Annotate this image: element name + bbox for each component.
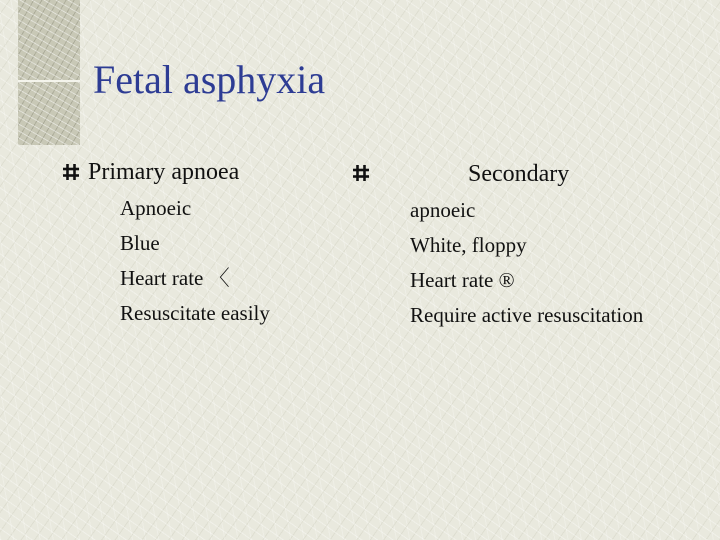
slide-title: Fetal asphyxia (93, 57, 326, 102)
decorative-texture-block (18, 0, 80, 145)
left-list-item: Heart rate 〈 (120, 266, 230, 290)
right-list-item: White, floppy (410, 233, 527, 257)
right-list-item: apnoeic (410, 198, 476, 222)
right-column-heading: Secondary (468, 161, 570, 187)
decorative-divider-line (18, 80, 80, 82)
left-list-item: Blue (120, 231, 160, 255)
right-list-item: Heart rate ® (410, 268, 515, 292)
hash-bullet-icon (62, 163, 80, 181)
left-list-item: Apnoeic (120, 196, 192, 220)
left-list-item: Resuscitate easily (120, 301, 270, 325)
hash-bullet-icon (352, 164, 370, 182)
right-list-item: Require active resuscitation (410, 303, 644, 327)
left-column-heading: Primary apnoea (88, 159, 240, 185)
